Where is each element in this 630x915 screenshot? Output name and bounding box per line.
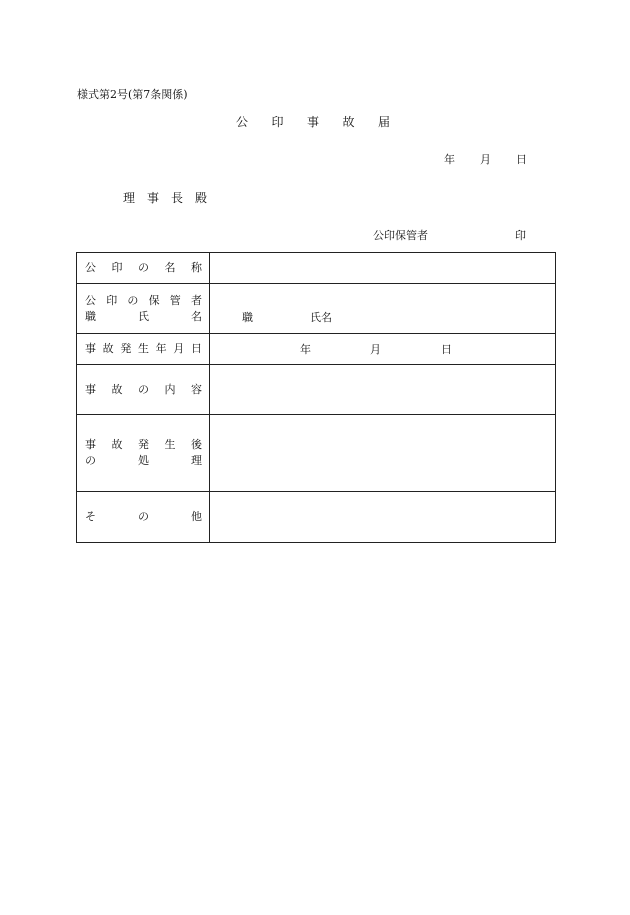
label-char: 生 (137, 342, 149, 355)
incident-date-field[interactable] (210, 334, 556, 365)
label-char: 故 (102, 342, 114, 355)
title-char: 印 (271, 115, 284, 129)
label-char: 他 (191, 510, 202, 523)
label-char: の (127, 293, 139, 307)
label-char: 事 (85, 438, 96, 451)
name-label: 氏名 (310, 311, 332, 324)
incident-month-label: 月 (370, 343, 381, 356)
addressee-char: 理 (123, 191, 136, 205)
incident-year-label: 年 (300, 343, 311, 356)
label-char: 職 (85, 309, 96, 323)
date-month-label: 月 (480, 153, 491, 166)
addressee-char: 長 (170, 191, 183, 205)
date-day-label: 日 (516, 153, 527, 166)
label-char: 後 (191, 438, 202, 451)
table-row (77, 253, 556, 284)
other-label (77, 492, 210, 543)
incident-day-label: 日 (441, 343, 452, 356)
label-char: そ (85, 510, 96, 523)
label-char: の (138, 261, 149, 274)
label-char: 理 (191, 454, 202, 467)
label-char: 事 (85, 382, 96, 396)
post-incident-handling-label (77, 415, 210, 492)
label-char: 事 (85, 342, 96, 355)
seal-mark: 印 (515, 229, 526, 242)
label-char: 称 (191, 261, 202, 274)
incident-date-label (77, 334, 210, 365)
table-row (77, 284, 556, 334)
seal-name-field[interactable] (210, 253, 556, 284)
addressee-char: 殿 (194, 191, 207, 205)
label-char: 名 (164, 261, 176, 274)
label-char: 生 (164, 438, 176, 451)
label-char: 者 (190, 293, 202, 307)
label-char: 発 (138, 438, 149, 451)
label-char: 印 (111, 261, 123, 274)
date-year-label: 年 (444, 153, 455, 166)
title-char: 故 (342, 115, 355, 129)
label-char: の (138, 510, 149, 523)
label-char: 月 (173, 342, 185, 355)
addressee (123, 189, 207, 206)
label-char: 日 (190, 342, 202, 355)
label-char: 故 (111, 382, 123, 396)
table-row (77, 365, 556, 415)
post-incident-handling-field[interactable] (210, 415, 556, 492)
title-char: 届 (377, 115, 390, 129)
label-char: 公 (85, 293, 96, 307)
table-row (77, 415, 556, 492)
label-char: 管 (169, 293, 181, 307)
label-char: 名 (191, 309, 202, 323)
label-char: 処 (138, 454, 149, 467)
custodian-title-name-field[interactable] (210, 284, 556, 334)
label-char: 容 (191, 382, 202, 396)
incident-details-field[interactable] (210, 365, 556, 415)
incident-details-label (77, 365, 210, 415)
label-char: の (85, 454, 96, 467)
other-field[interactable] (210, 492, 556, 543)
submission-date-line (444, 151, 527, 167)
document-title (236, 113, 390, 130)
seal-name-label (77, 253, 210, 284)
incident-form-table (76, 252, 556, 543)
table-row (77, 492, 556, 543)
position-label: 職 (242, 311, 253, 324)
label-char: 故 (111, 438, 123, 451)
custodian-label: 公印保管者 (373, 229, 428, 242)
label-char: 発 (120, 342, 132, 355)
addressee-char: 事 (146, 191, 159, 205)
label-char: 氏 (138, 309, 149, 323)
label-char: 印 (106, 293, 118, 307)
label-char: 公 (85, 261, 96, 274)
title-char: 事 (306, 115, 319, 129)
title-char: 公 (236, 115, 249, 129)
form-number: 様式第2号(第7条関係) (77, 88, 188, 101)
label-char: の (138, 382, 149, 396)
label-char: 保 (148, 293, 160, 307)
custodian-title-name-label (77, 284, 210, 334)
label-char: 内 (164, 382, 176, 396)
table-row (77, 334, 556, 365)
label-char: 年 (155, 342, 167, 355)
